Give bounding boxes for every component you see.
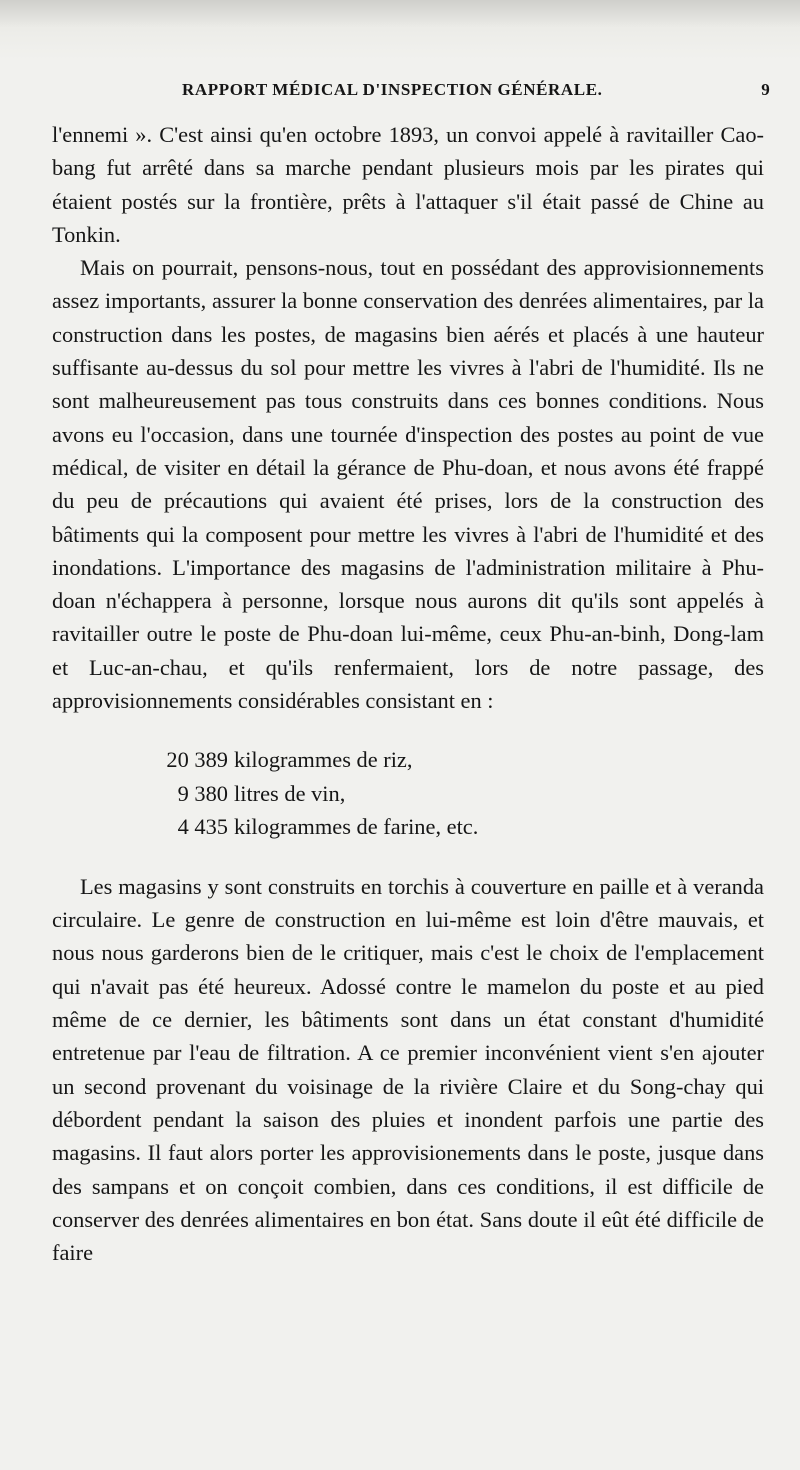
page-body xyxy=(52,118,764,1269)
quantity-amount: 20 389 xyxy=(166,747,228,773)
list-item xyxy=(52,743,764,777)
quantity-amount: 4 435 xyxy=(177,814,228,840)
page-header xyxy=(52,80,770,106)
quantity-amount: 9 380 xyxy=(177,780,228,806)
paragraph-1: l'ennemi ». C'est ainsi qu'en octobre 1893, un convoi appelé à ravitailler Cao-bang fut arrêté dans sa marche pendant plusieurs mois par les pirates qui étaient postés sur la frontière, prêts à l'attaquer s'il était passé de Chine au Tonkin. xyxy=(52,122,764,247)
quantity-label: kilogrammes de riz, xyxy=(234,747,413,773)
quantity-label: kilogrammes de farine, etc. xyxy=(234,814,479,840)
quantities-list xyxy=(52,743,764,844)
running-head: RAPPORT MÉDICAL D'INSPECTION GÉNÉRALE. xyxy=(182,80,603,99)
quantity-label: litres de vin, xyxy=(234,780,346,806)
paragraph-3: Les magasins y sont construits en torchis à couverture en paille et à veranda circulaire. Le genre de construction en lui-même est loin d'être mauvais, et nous nous garderons bien de le critiquer, mais c'est le choix de l'emplacement qui n'avait pas été heureux. Adossé contre le mamelon du poste et au pied même de ce dernier, les bâtiments sont dans un état constant d'humidité entretenue par l'eau de filtration. A ce premier inconvénient vient s'en ajouter un second provenant du voisinage de la rivière Claire et du Song-chay qui débordent pendant la saison des pluies et inondent parfois une partie des magasins. Il faut alors porter les approvisionements dans le poste, jusque dans des sampans et on conçoit combien, dans ces conditions, il est difficile de conserver des denrées alimentaires en bon état. Sans doute il eût été difficile de faire xyxy=(52,873,764,1266)
list-item xyxy=(52,810,764,844)
paragraph-2: Mais on pourrait, pensons-nous, tout en possédant des approvisionnements assez importants, assurer la bonne conservation des denrées alimentaires, par la construction dans les postes, de magasins bien aérés et placés à une hauteur suffisante au-dessus du sol pour mettre les vivres à l'abri de l'humidité. Ils ne sont malheureusement pas tous construits dans ces bonnes conditions. Nous avons eu l'occasion, dans une tournée d'inspection des postes au point de vue médical, de visiter en détail la gérance de Phu-doan, et nous avons été frappé du peu de précautions qui avaient été prises, lors de la construction des bâtiments qui la composent pour mettre les vivres à l'abri de l'humidité et des inondations. L'importance des magasins de l'administration militaire à Phu-doan n'échappera à personne, lorsque nous aurons dit qu'ils sont appelés à ravitailler outre le poste de Phu-doan lui-même, ceux Phu-an-binh, Dong-lam et Luc-an-chau, et qu'ils renfermaient, lors de notre passage, des approvisionnements considérables consistant en : xyxy=(52,255,764,714)
list-item xyxy=(52,777,764,811)
page-number: 9 xyxy=(761,80,770,99)
